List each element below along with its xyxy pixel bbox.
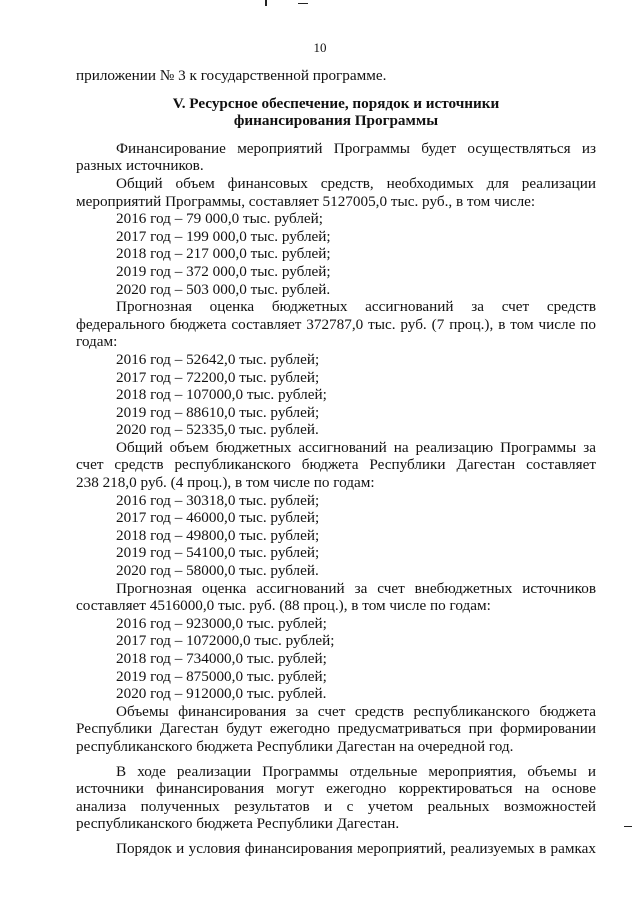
paragraph-line: федерального бюджета составляет 372787,0 тыс. руб. (7 проц.), в том числе по [76,315,596,333]
year-line: 2016 год – 923000,0 тыс. рублей; [116,614,327,632]
scan-mark [265,0,267,6]
year-line: 2017 год – 199 000,0 тыс. рублей; [116,227,331,245]
year-line: 2019 год – 372 000,0 тыс. рублей; [116,262,331,280]
paragraph-line: мероприятий Программы, составляет 5127005,0 тыс. руб., в том числе: [76,192,536,210]
paragraph-line: республиканского бюджета Республики Дагестан. [76,815,400,833]
year-line: 2019 год – 88610,0 тыс. рублей; [116,403,320,421]
scan-mark [624,826,632,827]
paragraph-line: источники финансирования могут ежегодно корректироваться на основе [76,780,596,798]
paragraph-line: Общий объем бюджетных ассигнований на реализацию Программы за [116,438,596,456]
section-heading: V. Ресурсное обеспечение, порядок и источники [172,94,500,112]
year-line: 2018 год – 107000,0 тыс. рублей; [116,386,327,404]
paragraph-line: Порядок и условия финансирования мероприятий, реализуемых в рамках [116,839,596,857]
paragraph-line: счет средств республиканского бюджета Республики Дагестан составляет [76,456,596,474]
paragraph-line: разных источников. [76,157,204,175]
year-line: 2020 год – 912000,0 тыс. рублей. [116,685,327,703]
paragraph-line: 238 218,0 руб. (4 проц.), в том числе по годам: [76,474,375,492]
paragraph-line: Общий объем финансовых средств, необходимых для реализации [116,174,596,192]
year-line: 2020 год – 503 000,0 тыс. рублей. [116,280,331,298]
year-line: 2020 год – 52335,0 тыс. рублей. [116,421,319,439]
year-line: 2018 год – 217 000,0 тыс. рублей; [116,245,331,263]
paragraph-line: составляет 4516000,0 тыс. руб. (88 проц.), в том числе по годам: [76,597,491,615]
paragraph-line: республиканского бюджета Республики Дагестан на очередной год. [76,737,514,755]
document-body [76,67,596,858]
paragraph-line: Финансирование мероприятий Программы будет осуществляться из [116,139,596,157]
year-line: 2017 год – 46000,0 тыс. рублей; [116,509,320,527]
year-line: 2016 год – 79 000,0 тыс. рублей; [116,210,324,228]
year-line: 2020 год – 58000,0 тыс. рублей. [116,562,319,580]
paragraph-line: Объемы финансирования за счет средств республиканского бюджета [116,702,596,720]
paragraph-line: годам: [76,333,118,351]
year-line: 2016 год – 52642,0 тыс. рублей; [116,350,320,368]
year-line: 2018 год – 49800,0 тыс. рублей; [116,526,320,544]
year-line: 2019 год – 54100,0 тыс. рублей; [116,544,320,562]
paragraph-line: В ходе реализации Программы отдельные мероприятия, объемы и [116,762,596,780]
paragraph-line: Прогнозная оценка ассигнований за счет внебюджетных источников [116,579,596,597]
text-line: приложении № 3 к государственной программе. [76,67,387,84]
paragraph-line: анализа полученных результатов и с учетом реальных возможностей [76,797,596,815]
section-heading: финансирования Программы [233,112,439,130]
paragraph-line: Прогнозная оценка бюджетных ассигнований за счет средств [116,298,596,316]
year-line: 2017 год – 72200,0 тыс. рублей; [116,368,320,386]
year-line: 2018 год – 734000,0 тыс. рублей; [116,650,327,667]
year-line: 2017 год – 1072000,0 тыс. рублей; [116,632,335,650]
year-line: 2019 год – 875000,0 тыс. рублей; [116,667,327,685]
year-line: 2016 год – 30318,0 тыс. рублей; [116,491,320,509]
paragraph-line: Республики Дагестан будут ежегодно предусматриваться при формировании [76,720,596,738]
page-number: 10 [313,40,327,55]
scan-mark [298,3,308,4]
